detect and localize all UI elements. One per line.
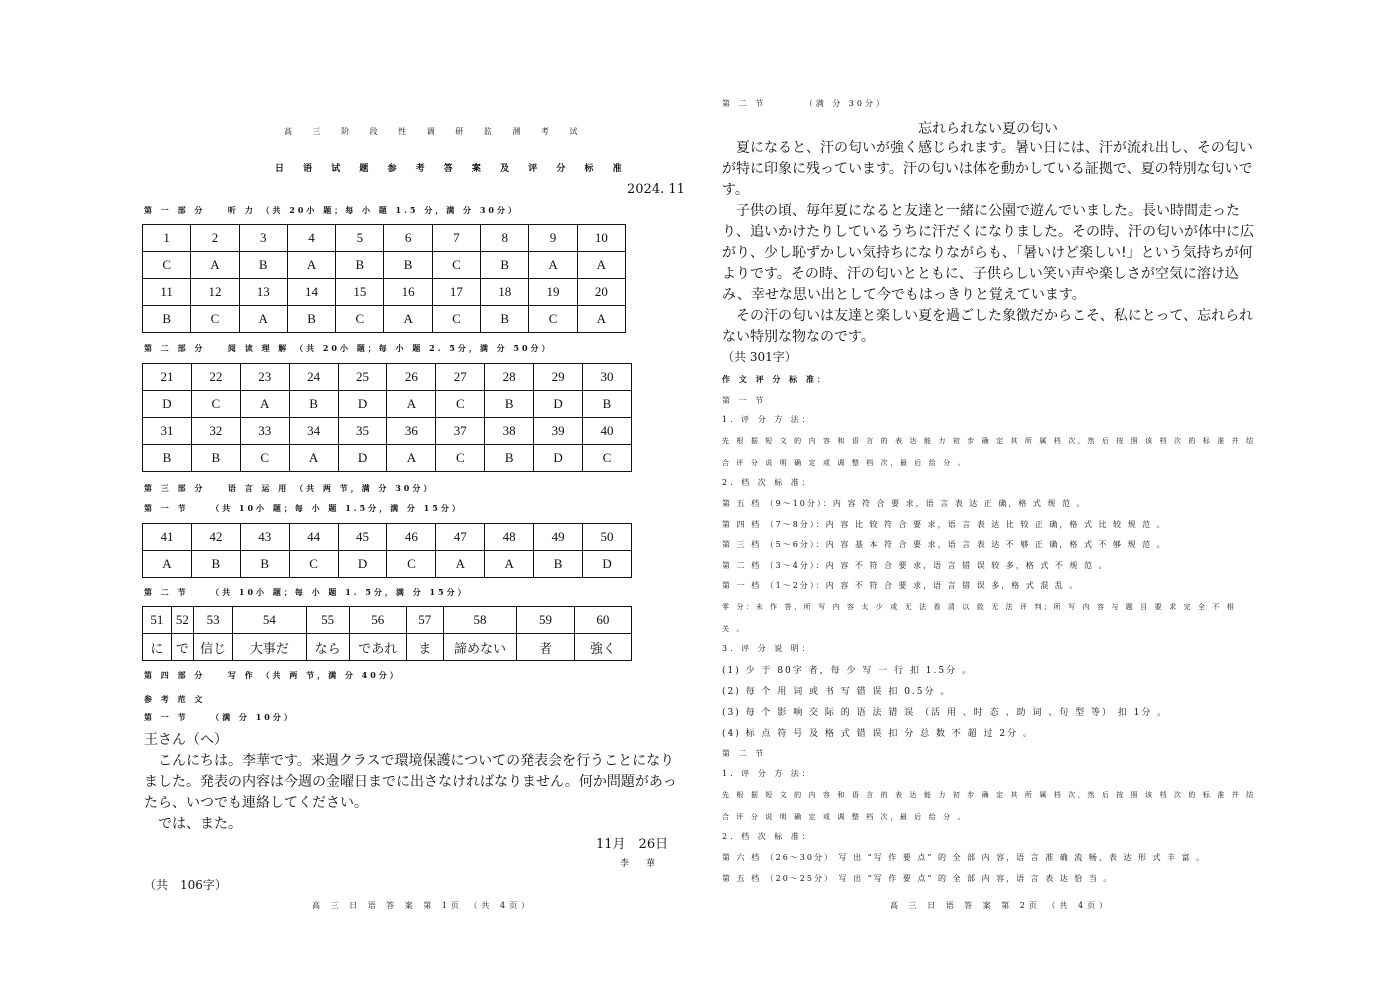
table-cell: 42 <box>191 524 240 551</box>
part2-answer-table <box>142 363 632 472</box>
table-cell: B <box>583 391 632 418</box>
footer-page-2: 高 三 日 语 答 案 第 2页 （共 4页） <box>890 901 1112 910</box>
table-cell: D <box>583 551 632 578</box>
table-cell: D <box>534 391 583 418</box>
table-cell: A <box>577 306 625 333</box>
table-cell: A <box>289 445 338 472</box>
table-cell: 58 <box>443 607 517 634</box>
table-cell: 45 <box>338 524 387 551</box>
table-cell: 者 <box>517 634 574 661</box>
table-cell: A <box>287 252 335 279</box>
table-cell: 4 <box>287 225 335 252</box>
table-cell: なら <box>306 634 349 661</box>
list-item: 第 四 档 （7～8分）：内 容 比 较 符 合 要 求，语 言 表 达 比 较 正 确，格 式 比 较 规 范 。 <box>722 519 1167 529</box>
table-cell: 56 <box>349 607 406 634</box>
list-item: 第 三 档 （5～6分）：内 容 基 本 符 合 要 求，语 言 表 达 不 够 正 确，格 式 不 够 规 范 。 <box>722 540 1167 549</box>
criteria-title: 作 文 评 分 标 准： <box>722 374 828 384</box>
table-cell: B <box>485 445 534 472</box>
document-date: 2024. 11 <box>627 182 685 197</box>
table-cell: B <box>384 252 432 279</box>
table-cell: 13 <box>239 279 287 306</box>
table-cell: A <box>240 391 289 418</box>
footer-page-1: 高 三 日 语 答 案 第 1页 （共 4页） <box>312 901 534 910</box>
part1-answer-table <box>142 224 626 333</box>
table-cell: B <box>485 391 534 418</box>
table-cell: 8 <box>481 225 529 252</box>
table-cell: A <box>191 252 239 279</box>
table-cell: 19 <box>529 279 577 306</box>
table-cell: 52 <box>171 607 194 634</box>
letter-addressee: 王さん（へ） <box>144 732 228 748</box>
table-cell: C <box>436 445 485 472</box>
essay-word-count: （共 301字） <box>722 350 797 364</box>
table-row <box>143 418 632 445</box>
table-cell: 25 <box>338 364 387 391</box>
table-cell: 50 <box>583 524 632 551</box>
table-cell: B <box>336 252 384 279</box>
table-cell: A <box>485 551 534 578</box>
table-row <box>143 252 626 279</box>
table-cell: 23 <box>240 364 289 391</box>
method1-line-b: 合 评 分 说 明 确 定 或 调 整 档 次，最 后 给 分 。 <box>722 459 968 467</box>
table-cell: 7 <box>432 225 480 252</box>
method1-line-a: 先 根 据 短 文 的 内 容 和 语 言 的 表 达 能 力 初 步 确 定 其 所 属 档 次，然 后 按 照 该 档 次 的 标 准 并 结 <box>722 437 1256 445</box>
list-item: (3) 每 个 影 响 交 际 的 语 法 错 误 （活 用 、时 态 、助 词 、句 型 等） 扣 1分 。 <box>722 708 1169 718</box>
table-cell: 38 <box>485 418 534 445</box>
grades1-heading: 2. 档 次 标 准： <box>722 478 813 487</box>
table-cell: 35 <box>338 418 387 445</box>
table-cell: 51 <box>143 607 172 634</box>
part1-heading: 第 一 部 分 听 力 （共 20小 题；每 小 题 1.5 分，满 分 30分） <box>144 205 519 215</box>
table-cell: C <box>191 306 239 333</box>
table-cell: B <box>534 551 583 578</box>
table-cell: 諦めない <box>443 634 517 661</box>
table-cell: A <box>387 391 436 418</box>
part3-sec2-table <box>142 606 632 661</box>
table-cell: 60 <box>574 607 631 634</box>
part4-heading: 第 四 部 分 写 作 （共 两 节，满 分 40分） <box>144 670 401 680</box>
table-cell: A <box>387 445 436 472</box>
table-row <box>143 364 632 391</box>
essay-title: 忘れられない夏の匂い <box>918 121 1058 137</box>
table-cell: 32 <box>191 418 240 445</box>
reference-essay-label: 参 考 范 文 <box>144 694 206 704</box>
list-item: (4) 标 点 符 号 及 格 式 错 误 扣 分 总 数 不 超 过 2分 。 <box>722 729 1034 739</box>
table-cell: C <box>387 551 436 578</box>
table-cell: 9 <box>529 225 577 252</box>
table-cell: 30 <box>583 364 632 391</box>
table-cell: B <box>240 551 289 578</box>
table-cell: B <box>143 445 192 472</box>
table-cell: 37 <box>436 418 485 445</box>
table-cell: B <box>143 306 191 333</box>
table-cell: D <box>338 391 387 418</box>
table-cell: C <box>191 391 240 418</box>
table-cell: 15 <box>336 279 384 306</box>
table-cell: A <box>239 306 287 333</box>
notes-heading: 3. 评 分 说 明： <box>722 644 813 653</box>
table-cell: 31 <box>143 418 192 445</box>
table-cell: 59 <box>517 607 574 634</box>
table-cell: 11 <box>143 279 191 306</box>
table-row <box>143 607 632 634</box>
table-cell: 55 <box>306 607 349 634</box>
list-item: (2) 每 个 用 词 或 书 写 错 误 扣 0.5分 。 <box>722 687 952 697</box>
table-cell: A <box>529 252 577 279</box>
part4-sec1-heading: 第 一 节 （满 分 10分） <box>144 712 295 722</box>
list-item: 第 五 档 （20～25分） 写 出 “写 作 要 点” 的 全 部 内 容，语 言 表 达 恰 当 。 <box>722 873 1114 883</box>
table-cell: 26 <box>387 364 436 391</box>
table-cell: B <box>191 445 240 472</box>
table-cell: 14 <box>287 279 335 306</box>
table-cell: A <box>577 252 625 279</box>
table-cell: C <box>240 445 289 472</box>
part3-heading: 第 三 部 分 语 言 运 用 （共 两 节，满 分 30分） <box>144 483 435 493</box>
table-cell: 22 <box>191 364 240 391</box>
part3-sec1-table <box>142 523 632 578</box>
table-cell: 46 <box>387 524 436 551</box>
table-cell: 29 <box>534 364 583 391</box>
exam-name: 高 三 阶 段 性 调 研 监 测 考 试 <box>284 127 587 136</box>
table-cell: D <box>338 551 387 578</box>
table-cell: C <box>529 306 577 333</box>
table-cell: 36 <box>387 418 436 445</box>
table-cell: 47 <box>436 524 485 551</box>
table-cell: 3 <box>239 225 287 252</box>
letter-word-count: （共 106字） <box>144 878 227 892</box>
table-cell: 33 <box>240 418 289 445</box>
table-cell: 27 <box>436 364 485 391</box>
letter-closing: では、また。 <box>144 816 242 832</box>
table-cell: D <box>338 445 387 472</box>
criteria-sec1: 第 一 节 <box>722 396 767 405</box>
table-cell: 53 <box>194 607 233 634</box>
table-cell: B <box>481 306 529 333</box>
table-cell: B <box>289 391 338 418</box>
letter-date: 11月 26日 <box>596 837 669 852</box>
document-title: 日 语 试 题 参 考 答 案 及 评 分 标 准 <box>275 164 630 174</box>
part3-sec1-heading: 第 一 节 （共 10小 题；每 小 题 1.5分，满 分 15分） <box>144 503 463 513</box>
table-cell: ま <box>406 634 443 661</box>
table-cell: 10 <box>577 225 625 252</box>
table-cell: C <box>583 445 632 472</box>
table-cell: 34 <box>289 418 338 445</box>
part2-heading: 第 二 部 分 阅 读 理 解 （共 20小 题；每 小 题 2. 5分，满 分 50分） <box>144 343 553 353</box>
table-row <box>143 524 632 551</box>
table-cell: 17 <box>432 279 480 306</box>
letter-signature: 李 華 <box>620 859 660 869</box>
table-cell: 12 <box>191 279 239 306</box>
table-cell: 5 <box>336 225 384 252</box>
zero-score-line-b: 关 。 <box>722 625 747 633</box>
right-sec2-heading: 第 二 节 （满 分 30分） <box>722 99 887 108</box>
letter-body: こんにちは。李華です。来週クラスで環境保護についての発表会を行うことになりました。発表の内容は今週の金曜日までに出さなければなりません。何か問題があったら、いつでも連絡してください。 <box>144 753 677 811</box>
table-row <box>143 225 626 252</box>
table-cell: C <box>143 252 191 279</box>
grades2-heading: 2. 档 次 标 准： <box>722 832 813 841</box>
table-cell: 43 <box>240 524 289 551</box>
table-cell: 41 <box>143 524 192 551</box>
table-cell: C <box>289 551 338 578</box>
table-row <box>143 634 632 661</box>
table-cell: で <box>171 634 194 661</box>
table-cell: B <box>287 306 335 333</box>
criteria-sec2: 第 二 节 <box>722 749 767 758</box>
table-cell: 強く <box>574 634 631 661</box>
table-cell: D <box>534 445 583 472</box>
table-cell: A <box>143 551 192 578</box>
table-row <box>143 306 626 333</box>
list-item: (1) 少 于 80字 者，每 少 写 一 行 扣 1.5分 。 <box>722 666 973 676</box>
sample-letter <box>144 730 679 835</box>
table-cell: 2 <box>191 225 239 252</box>
table-row <box>143 551 632 578</box>
method2-line-b: 合 评 分 说 明 确 定 或 调 整 档 次，最 后 给 分 。 <box>722 813 968 821</box>
table-cell: C <box>432 306 480 333</box>
table-cell: B <box>239 252 287 279</box>
list-item: 第 五 档 （9～10分）：内 容 符 合 要 求，语 言 表 达 正 确，格 式 规 范 。 <box>722 499 1087 508</box>
table-cell: C <box>336 306 384 333</box>
table-cell: A <box>384 306 432 333</box>
table-cell: 20 <box>577 279 625 306</box>
table-cell: A <box>436 551 485 578</box>
table-cell: C <box>436 391 485 418</box>
table-cell: であれ <box>349 634 406 661</box>
table-cell: 48 <box>485 524 534 551</box>
table-row <box>143 279 626 306</box>
table-cell: 44 <box>289 524 338 551</box>
table-cell: 40 <box>583 418 632 445</box>
table-cell: 39 <box>534 418 583 445</box>
table-cell: 57 <box>406 607 443 634</box>
table-cell: B <box>191 551 240 578</box>
list-item: 第 二 档 （3～4分）：内 容 不 符 合 要 求，语 言 错 误 较 多，格 式 不 规 范 。 <box>722 560 1109 570</box>
table-row <box>143 445 632 472</box>
table-cell: 大事だ <box>233 634 307 661</box>
method2-line-a: 先 根 据 短 文 的 内 容 和 语 言 的 表 达 能 力 初 步 确 定 其 所 属 档 次，然 后 按 照 该 档 次 的 标 准 并 结 <box>722 791 1256 799</box>
table-cell: に <box>143 634 172 661</box>
table-row <box>143 391 632 418</box>
table-cell: 16 <box>384 279 432 306</box>
method1-heading: 1. 评 分 方 法： <box>722 415 813 424</box>
table-cell: 28 <box>485 364 534 391</box>
list-item: 第 一 档 （1～2分）：内 容 不 符 合 要 求，语 言 错 误 多，格 式 混 乱 。 <box>722 581 1080 590</box>
table-cell: 21 <box>143 364 192 391</box>
table-cell: D <box>143 391 192 418</box>
table-cell: 24 <box>289 364 338 391</box>
sample-essay: 夏になると、汗の匂いが強く感じられます。暑い日には、汗が流れ出し、その匂いが特に印象に残っています。汗の匂いは体を動かしている証拠で、夏の特別な匂いです。 子供の頃、毎年夏になると友達と一緒に公園で遊んでいました。長い時間走ったり、追いかけたりしているうちに汗だくになりました。その時、汗の匂いが体中に広がり、少し恥ずかしい気持ちになりながらも、「暑いけど楽しい!」という気持ちが何よりです。その時、汗の匂いとともに、子供らしい笑い声や楽しさが空気に溶け込み、幸せな思い出として今でもはっきりと覚えています。 その汗の匂いは友達と楽しい夏を過ごした象徴だからこそ、私にとって、忘れられない特別な物なのです。 <box>722 140 1254 345</box>
method2-heading: 1. 评 分 方 法： <box>722 769 813 778</box>
list-item: 第 六 档 （26～30分） 写 出 “写 作 要 点” 的 全 部 内 容，语 言 准 确 流 畅，表 达 形 式 丰 富 。 <box>722 853 1207 862</box>
table-cell: 信じ <box>194 634 233 661</box>
table-cell: 54 <box>233 607 307 634</box>
zero-score-line-a: 零 分：未 作 答，所 写 内 容 太 少 或 无 法 看 清 以 致 无 法 评 判；所 写 内 容 与 题 目 要 求 完 全 不 相 <box>722 603 1237 611</box>
table-cell: B <box>481 252 529 279</box>
part3-sec2-heading: 第 二 节 （共 10小 题；每 小 题 1. 5分，满 分 15分） <box>144 587 469 597</box>
table-cell: 6 <box>384 225 432 252</box>
table-cell: 1 <box>143 225 191 252</box>
table-cell: 18 <box>481 279 529 306</box>
table-cell: C <box>432 252 480 279</box>
table-cell: 49 <box>534 524 583 551</box>
